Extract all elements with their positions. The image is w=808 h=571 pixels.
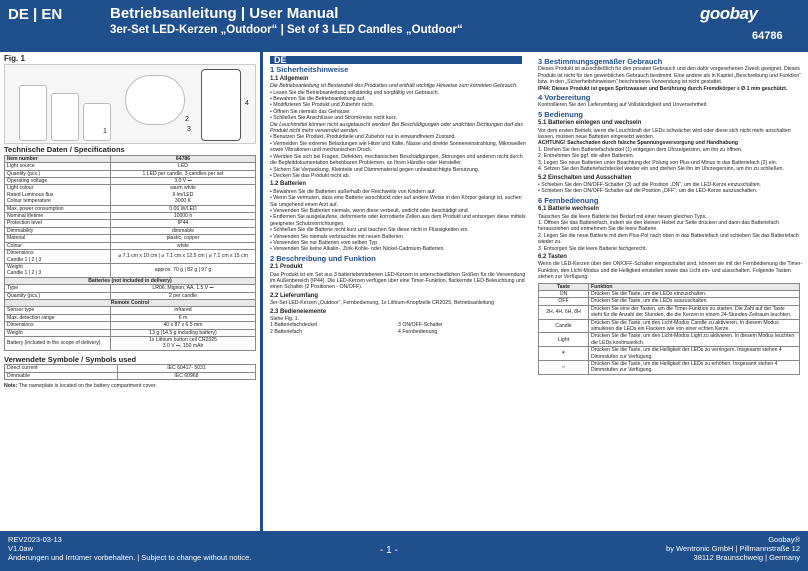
figure-label: Fig. 1	[4, 54, 25, 63]
spec-row-cell: white	[111, 242, 256, 249]
section-2-2-text: 3er-Set LED-Kerzen „Outdoor“, Fernbedienung, 1x Lithium-Knopfzelle CR2025, Betriebsanleitung	[270, 300, 495, 307]
symbol-row	[5, 365, 256, 372]
header	[0, 0, 808, 52]
remote-row-cell: Dimensions	[5, 322, 111, 329]
list-item: • Wenden Sie sich bei Fragen, Defekten, mechanischen Beschädigungen, Störungen und anderen nicht durch die Begleitdokumentation behebbaren Problemen, an Ihren Händler oder Hersteller.	[270, 153, 523, 167]
section-1-intro: Die Betriebsanleitung ist Bestandteil des Produktes und enthält wichtige Hinweise zum korrekten Gebrauch.	[270, 83, 518, 90]
spec-row-cell: LED	[111, 163, 256, 170]
spec-row-cell: Material	[5, 235, 111, 242]
remote-row-cell: 13 g (14.5 g including battery)	[111, 329, 256, 336]
key-row	[539, 319, 800, 333]
page-title: Betriebsanleitung | User Manual	[110, 5, 339, 22]
section-4-item: Kontrollieren Sie den Lieferumfang auf Vollständigkeit und Unversehrtheit.	[538, 102, 708, 109]
list-item: • Modifizieren Sie Produkt und Zubehör nicht.	[270, 102, 375, 109]
remote-row-cell: Battery (included in the scope of delivery)	[5, 336, 111, 350]
keys-col-2: Funktion	[589, 283, 800, 290]
nameplate-note: Note: The nameplate is located on the battery compartment cover.	[4, 383, 157, 389]
symbol-row-cell: Direct current	[5, 365, 118, 372]
symbols-heading: Verwendete Symbole / Symbols used	[4, 354, 137, 364]
section-1-1-heading: 1.1 Allgemein	[270, 75, 309, 82]
spec-row-cell: Dimmability	[5, 227, 111, 234]
list-item: • Vermeiden Sie extreme Belastungen wie Hitze und Kälte, Nässe und direkte Sonneneinstrahlung, Mikrowellen sowie Vibrationen und mechanischen Druck.	[270, 140, 526, 154]
callout-1: 1	[103, 128, 107, 136]
keys-col-1: Taste	[539, 283, 589, 290]
spec-row-cell: Weight Candle 1 | 2 | 3	[5, 263, 111, 277]
spec-row	[5, 263, 256, 277]
step-item: 2. Entnehmen Sie ggf. die alten Batterien.	[538, 153, 635, 160]
key-function: Drücken Sie die Taste, um die Helligkeit der LEDs zu verringern. Insgesamt stehen 4 Dimmstufen zur Verfügung.	[589, 347, 800, 361]
remote-row-cell: 1x Lithium button cell CR2025 3.0 V ⎓, 150 mAh	[111, 336, 256, 350]
spec-row	[5, 185, 256, 205]
section-2-3-text: Siehe Fig. 1.	[270, 316, 300, 323]
spec-row-cell: 0.06 W/LED	[111, 205, 256, 212]
key-row	[539, 361, 800, 375]
spec-row-cell: ⌀ 7.1 cm x 10 cm | ⌀ 7.1 cm x 12.5 cm | ⌀ 7.1 cm x 15 cm	[111, 250, 256, 264]
spec-row-cell: Protection level	[5, 220, 111, 227]
list-item: • Öffnen Sie niemals das Gehäuse.	[270, 108, 351, 115]
list-item: • Schieben Sie den ON/OFF-Schalter auf die Position „OFF“, um die LED-Kerze auszuschalten.	[538, 188, 758, 195]
caution-note: ACHTUNG! Sachschaden durch falsche Spannungsversorgung und Handhabung	[538, 140, 739, 147]
spec-row-cell: Colour	[5, 242, 111, 249]
candle-bottom-view	[125, 75, 185, 125]
right-column	[538, 56, 804, 375]
key-row	[539, 298, 800, 305]
section-2-1-text: Das Produkt ist ein Set aus 3 batteriebetriebenen LED-Kerzen in unterschiedlichen Größen für die Verwendung im Außenbereich (IP44). Die LED-Kerzen verfügen über eine Timer-Funktion, flackernde LED-Beleuchtung und einen Schalter (2 Positionen - ON/OFF).	[270, 271, 526, 291]
list-item: • Verwenden Sie nur Batterien vom selben Typ.	[270, 239, 379, 246]
spec-row	[5, 250, 256, 264]
spec-row	[5, 205, 256, 212]
key-row	[539, 347, 800, 361]
step-item: 2. Legen Sie die neue Batterie mit dem Plus-Pol nach oben in das Batteriefach und schieben Sie das Batteriefach wieder zu.	[538, 232, 799, 246]
spec-row	[5, 163, 256, 170]
section-4-heading: 4 Vorbereitung	[538, 93, 591, 103]
step-item: 4. Setzen Sie den Batteriefachdeckel wieder ein und drehen Sie ihn im Uhrzeigersinn, um ihn zu schließen.	[538, 166, 784, 173]
column-divider	[260, 52, 263, 531]
control-item: 4 Fernbedienung	[398, 328, 438, 335]
batteries-heading: Batteries (not included in delivery)	[5, 277, 256, 284]
remote-row	[5, 336, 256, 350]
footer-right: Goobay® by Wentronic GmbH | Pillmannstraße 12 38112 Braunschweig | Germany	[666, 535, 800, 562]
list-item: • Schieben Sie den ON/OFF-Schalter (3) auf die Position „ON“, um die LED-Kerze einzuschalten.	[538, 181, 761, 188]
spec-row-cell: warm white 9 lm/LED 3000 K	[111, 185, 256, 205]
footer-left: REV2023-03-13 V1.0aw Änderungen und Irrtümer vorbehalten. | Subject to change without notice.	[8, 535, 252, 562]
callout-4: 4	[245, 100, 249, 108]
list-item: • Bewahren Sie die Batterien außerhalb der Reichweite von Kindern auf.	[270, 188, 436, 195]
ip44-note: IP44: Dieses Produkt ist gegen Spritzwasser und Berührung durch Fremdkörper ≥ Ø 1 mm geschützt.	[538, 85, 788, 92]
keys-table	[538, 283, 800, 375]
key-function: Drücken Sie die Taste, um die LEDs auszuschalten.	[589, 298, 800, 305]
candle-medium	[51, 93, 79, 141]
spec-row-cell: Dimensions Candle 1 | 2 | 3	[5, 250, 111, 264]
symbol-row	[5, 372, 256, 379]
remote-row	[5, 314, 256, 321]
spec-row	[5, 178, 256, 185]
section-6-heading: 6 Fernbedienung	[538, 195, 599, 205]
controls-list	[270, 322, 526, 335]
spec-row-cell: approx. 70 g | 82 g | 97 g	[111, 263, 256, 277]
list-item: • Lesen Sie die Betriebsanleitung vollständig und sorgfältig vor Gebrauch.	[270, 89, 440, 96]
symbol-row-cell: Dimmable	[5, 372, 118, 379]
key-function: Drücken Sie eine der Tasten, um die Timer-Funktion zu starten. Die Zahl auf der Taste steht für die Anzahl der Stunden, die die Kerzen in einem 24-Stunden-Zeitraum leuchten.	[589, 305, 800, 319]
key-function: Drücken Sie die Taste, um den Licht-Modus Light zu aktivieren. In diesem Modus leuchten die LEDs kontinuierlich.	[589, 333, 800, 347]
middle-column	[270, 56, 526, 335]
section-2-1-heading: 2.1 Produkt	[270, 264, 303, 271]
section-2-2-heading: 2.2 Lieferumfang	[270, 292, 319, 299]
step-item: 1. Öffnen Sie das Batteriefach, indem sie den kleinen Hebel zur Seite drücken und dann das Batteriefach herausziehen und entnehmen Sie die leere Batterie.	[538, 219, 779, 233]
spec-col-2: 64786	[111, 155, 256, 162]
key-name: ☼	[539, 361, 589, 375]
symbol-row-cell: IEC 60417- 5031	[117, 365, 255, 372]
symbols-table	[4, 364, 256, 380]
section-6-2-heading: 6.2 Tasten	[538, 253, 567, 260]
list-item: • Wenn Sie vermuten, dass eine Batterie verschluckt oder auf andere Weise in den Körper gelangt ist, suchen Sie umgehend einen Arzt auf.	[270, 195, 522, 208]
spec-row-cell: 1 LED per candle, 3 candles per set	[111, 170, 256, 177]
section-1-2-heading: 1.2 Batterien	[270, 181, 307, 188]
step-item: 1. Drehen Sie den Batteriefachdeckel (1) entgegen dem Uhrzeigersinn, um ihn zu öffnen.	[538, 146, 743, 153]
battery-row-cell: 2 per candle	[111, 292, 256, 299]
list-item: • Verwenden Sie niemals verbrauchte mit neuen Batterien.	[270, 233, 405, 240]
spec-row	[5, 170, 256, 177]
candle-large	[19, 85, 47, 141]
left-column	[4, 56, 258, 389]
list-item: • Schließen Sie Anschlüsse und Stromkreise nicht kurz.	[270, 115, 398, 122]
list-item: • Schließen Sie die Batterie nicht kurz und tauchen Sie diese nicht in Flüssigkeiten ein.	[270, 227, 469, 234]
section-5-heading: 5 Bedienung	[538, 109, 584, 119]
section-3-heading: 3 Bestimmungsgemäßer Gebrauch	[538, 57, 663, 66]
footer	[0, 531, 808, 571]
key-name: ON	[539, 291, 589, 298]
step-item: 3. Entsorgen Sie die leere Batterie fachgerecht.	[538, 245, 648, 252]
remote-control	[201, 69, 241, 141]
spec-row-cell: 3.0 V ⎓	[111, 178, 256, 185]
list-item: • Entfernen Sie ausgelaufene, deformierte oder korrodierte Zellen aus dem Produkt und entsorgen diese mittels geeigneter Schutzvorrichtungen.	[270, 214, 526, 227]
key-function: Drücken Sie die Taste, um die LEDs einzuschalten.	[589, 291, 800, 298]
section-3-text: Dieses Produkt ist ausschließlich für den privaten Gebrauch und den dafür vorgesehenen Zweck geeignet. Dieses Produkt ist nicht für den gewerblichen Gebrauch bestimmt. Eine andere als in Kapitel „Beschreibung und Funktion“ bzw. in den „Sicherheitshinweisen“ beschriebene Verwendung ist nicht gestattet.	[538, 66, 801, 86]
spec-row	[5, 220, 256, 227]
remote-row	[5, 307, 256, 314]
product-figure	[4, 64, 256, 144]
remote-row-cell: Sensor type	[5, 307, 111, 314]
spec-row	[5, 235, 256, 242]
callout-2: 2	[185, 116, 189, 124]
article-number: 64786	[752, 30, 783, 42]
section-1-heading: 1 Sicherheitshinweise	[270, 65, 349, 75]
key-function: Drücken Sie die Taste, um den Licht-Modus Candle zu aktivieren. In diesem Modus simulieren die LEDs ein Flackern wie von einer echten Kerze.	[589, 319, 800, 333]
spec-row	[5, 227, 256, 234]
key-row	[539, 305, 800, 319]
section-1-warning: Die Leuchtmittel können nicht ausgetauscht werden! Bei Beschädigungen oder undichten Dichtungen darf das Produkt nicht mehr verwendet werden.	[270, 121, 523, 135]
battery-row-cell: Quantity (pcs.)	[5, 292, 111, 299]
remote-row-cell: infrared	[111, 307, 256, 314]
key-name: Candle	[539, 319, 589, 333]
key-name: ☀	[539, 347, 589, 361]
spec-row-cell: IP44	[111, 220, 256, 227]
remote-row-cell: Max. detection range	[5, 314, 111, 321]
step-item: 3. Legen Sie neue Batterien unter Beachtung der Polung von Plus und Minus in das Batteriefach (2) ein.	[538, 159, 778, 166]
battery-row-cell: LR06, Mignon, AA, 1.5 V ⎓	[111, 285, 256, 292]
section-5-2-heading: 5.2 Einschalten und Ausschalten	[538, 174, 632, 181]
spec-row	[5, 213, 256, 220]
section-2-3-heading: 2.3 Bedienelemente	[270, 308, 327, 315]
spec-row-cell: Light colour Rated Luminous flux Colour temperature	[5, 185, 111, 205]
remote-row	[5, 322, 256, 329]
spec-col-1: Item number	[5, 155, 111, 162]
key-row	[539, 333, 800, 347]
callout-3: 3	[187, 126, 191, 134]
list-item: • Decken Sie das Produkt nicht ab.	[270, 172, 350, 179]
section-2-heading: 2 Beschreibung und Funktion	[270, 253, 376, 263]
spec-row-cell: Quantity (pcs.)	[5, 170, 111, 177]
spec-row	[5, 242, 256, 249]
remote-row	[5, 329, 256, 336]
key-name: OFF	[539, 298, 589, 305]
spec-row-cell: Nominal lifetime	[5, 213, 111, 220]
spec-row-cell: 10000 h	[111, 213, 256, 220]
spec-row-cell: dimmable	[111, 227, 256, 234]
specs-heading: Technische Daten / Specifications	[4, 145, 125, 155]
section-5-1-text: Vor dem ersten Betrieb, wenn die Leuchtkraft der LEDs schwächer wird oder diese sich nicht mehr anschalten lassen, müssen neue Batterien eingesetzt werden.	[538, 127, 791, 141]
spec-row-cell: Operating voltage	[5, 178, 111, 185]
specs-table	[4, 155, 256, 351]
language-badge: DE	[270, 56, 522, 64]
remote-row-cell: Weight	[5, 329, 111, 336]
list-item: • Benutzen Sie Produkt, Produktteile und Zubehör nur in einwandfreiem Zustand.	[270, 134, 456, 141]
brand-logo: goobay	[700, 4, 758, 23]
section-6-1-text: Tauschen Sie die leere Batterie bei Bedarf mit einer neuen gleichen Typs.	[538, 213, 707, 220]
page-subtitle: 3er-Set LED-Kerzen „Outdoor“ | Set of 3 LED Candles „Outdoor“	[110, 24, 463, 36]
spec-row-cell: plastic, copper	[111, 235, 256, 242]
list-item: • Bewahren Sie die Betriebsanleitung auf.	[270, 96, 366, 103]
control-item: 1 Batteriefachdeckel	[270, 322, 318, 329]
control-item: 3 ON/OFF-Schalter	[398, 322, 443, 329]
key-name: Light	[539, 333, 589, 347]
spec-row-cell: Light source	[5, 163, 111, 170]
battery-row	[5, 292, 256, 299]
list-item: • Verwenden Sie keine Alkalin-, Zink-Kohle- oder Nickel-Cadmium-Batterien.	[270, 246, 445, 253]
battery-row	[5, 285, 256, 292]
page-number: - 1 -	[380, 545, 398, 556]
control-item: 2 Batteriefach	[270, 328, 303, 335]
remote-heading: Remote Control	[5, 299, 256, 306]
remote-row-cell: 40 x 87 x 6.5 mm	[111, 322, 256, 329]
section-6-2-text: Wenn die LED-Kerzen über den ON/OFF-Schalter eingeschaltet sind, können sie mit der Fernbedienung die Timer-Funktion, den Licht-Modus und die Helligkeit einstellen sowie das Licht ein- und ausschalten. Folgende Tasten stehen zur Verfügung:	[538, 261, 803, 281]
list-item: • Verwenden Sie Batterien niemals, wenn diese verbeult, undicht oder beschädigt sind.	[270, 207, 470, 214]
remote-row-cell: 6 m	[111, 314, 256, 321]
list-item: • Sichern Sie Verpackung, Kleinteile und Dämmmaterial gegen unbeabsichtigte Benutzung.	[270, 166, 480, 173]
battery-row-cell: Type	[5, 285, 111, 292]
section-5-1-heading: 5.1 Batterien einlegen und wechseln	[538, 120, 642, 127]
spec-row-cell: Max. power consumption	[5, 205, 111, 212]
symbol-row-cell: IEC 60968	[117, 372, 255, 379]
language-label: DE | EN	[8, 6, 63, 23]
key-function: Drücken Sie die Taste, um die Helligkeit der LEDs zu erhöhen. Insgesamt stehen 4 Dimmstufen zur Verfügung.	[589, 361, 800, 375]
section-6-1-heading: 6.1 Batterie wechseln	[538, 206, 600, 213]
key-row	[539, 291, 800, 298]
key-name: 2H, 4H, 6H, 8H	[539, 305, 589, 319]
